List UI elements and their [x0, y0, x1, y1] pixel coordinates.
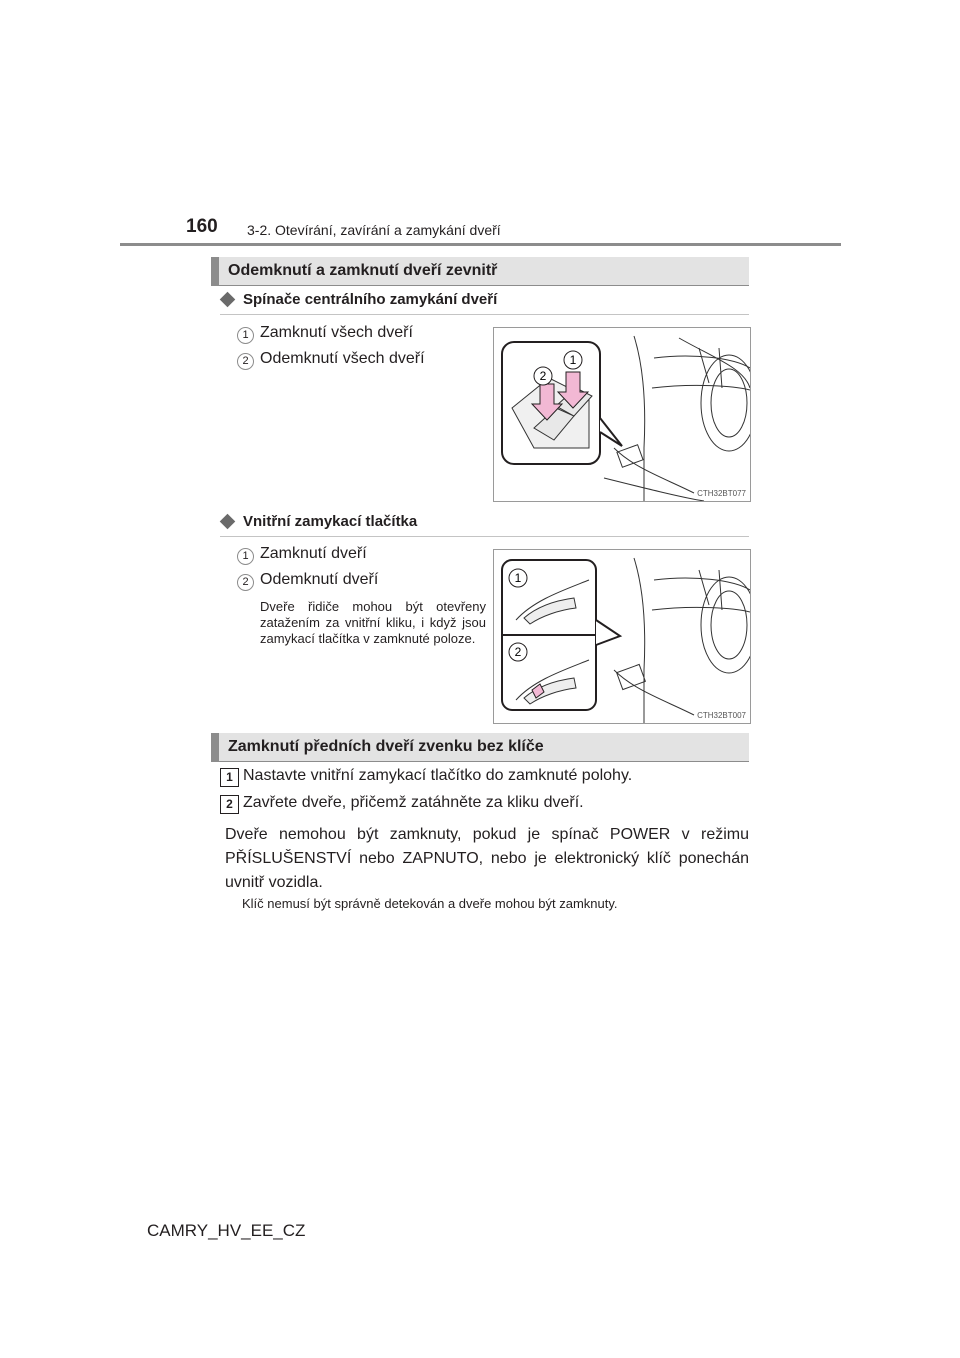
item-number-circle: 2 [237, 574, 254, 591]
central-lock-switch-illustration [494, 328, 750, 501]
chapter-title: 3-2. Otevírání, zavírání a zamykání dveří [247, 222, 501, 238]
subsection-title: Vnitřní zamykací tlačítka [243, 513, 418, 530]
step-number-box: 1 [220, 768, 239, 787]
step-text: Nastavte vnitřní zamykací tlačítko do zamknuté polohy. [243, 767, 633, 784]
driver-door-note: Dveře řidiče mohou být otevřeny zatažením za vnitřní kliku, i když jsou zamykací tlačítka v zamknuté poloze. [260, 599, 486, 646]
item-number-circle: 1 [237, 548, 254, 565]
section-heading-bar [211, 257, 219, 285]
item-text: Odemknutí dveří [260, 571, 379, 588]
figure-code: CTH32BT077 [697, 489, 746, 498]
svg-text:1: 1 [569, 353, 577, 367]
figure-code: CTH32BT007 [697, 711, 746, 720]
header-divider [120, 243, 841, 246]
figure-central-lock-switch [493, 327, 751, 502]
subsection-title: Spínače centrálního zamykání dveří [243, 291, 498, 308]
item-text: Zamknutí dveří [260, 545, 367, 562]
subsection-heading-inside-lock-buttons [220, 513, 417, 530]
item-number-circle: 2 [237, 353, 254, 370]
subsection-underline [220, 536, 749, 537]
lock-condition-paragraph: Dveře nemohou být zamknuty, pokud je spínač POWER v režimu PŘÍSLUŠENSTVÍ nebo ZAPNUTO, nebo je elektronický klíč ponechán uvnitř vozidla. [225, 826, 749, 891]
diamond-bullet-icon [220, 292, 236, 308]
diamond-bullet-icon [220, 514, 236, 530]
svg-text:2: 2 [539, 369, 547, 383]
page-number: 160 [186, 216, 218, 237]
figure-inside-lock-buttons [493, 549, 751, 724]
item-text: Zamknutí všech dveří [260, 324, 413, 341]
footer-model-code: CAMRY_HV_EE_CZ [147, 1221, 306, 1240]
section-heading-text: Zamknutí předních dveří zvenku bez klíče [228, 738, 544, 755]
section-heading-inside-lock [211, 257, 749, 285]
section-heading-underline [211, 761, 749, 762]
section-heading-underline [211, 285, 749, 286]
section-heading-lock-without-key [211, 733, 749, 761]
item-text: Odemknutí všech dveří [260, 350, 425, 367]
item-number-circle: 1 [237, 327, 254, 344]
section-heading-bar [211, 733, 219, 761]
svg-text:1: 1 [514, 571, 522, 585]
subsection-underline [220, 314, 749, 315]
svg-text:2: 2 [514, 645, 522, 659]
step-number-box: 2 [220, 795, 239, 814]
subsection-heading-central-lock [220, 291, 497, 308]
section-heading-text: Odemknutí a zamknutí dveří zevnitř [228, 262, 498, 279]
inside-lock-buttons-illustration [494, 550, 750, 723]
step-text: Zavřete dveře, přičemž zatáhněte za kliku dveří. [243, 794, 584, 811]
key-detection-note: Klíč nemusí být správně detekován a dveře mohou být zamknuty. [242, 896, 618, 911]
